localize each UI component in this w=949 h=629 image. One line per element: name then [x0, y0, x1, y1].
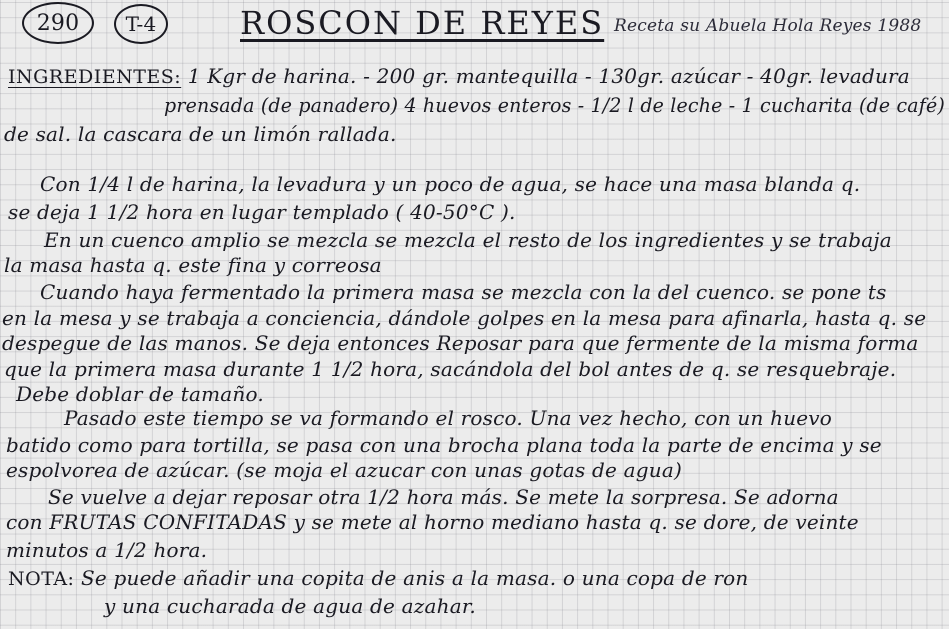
method-line-10: Pasado este tiempo se va formando el rosco. Una vez hecho, con un huevo	[64, 406, 833, 430]
method-line-4: la masa hasta q. este fina y correosa	[4, 253, 382, 277]
recipe-tag-text: T-4	[125, 12, 157, 36]
method-line-5: Cuando haya fermentado la primera masa se mezcla con la del cuenco. se pone ts	[40, 280, 887, 304]
recipe-title: ROSCON DE REYES	[240, 4, 605, 42]
nota-text-1: Se puede añadir una copita de anis a la masa. o una copa de ron	[81, 566, 749, 590]
nota-label: NOTA:	[8, 568, 75, 590]
method-line-7: despegue de las manos. Se deja entonces Reposar para que fermente de la misma forma	[2, 331, 919, 355]
ingredients-line-2: prensada (de panadero) 4 huevos enteros - 1/2 l de leche - 1 cucharita (de café)	[164, 93, 945, 117]
method-line-12: espolvorea de azúcar. (se moja el azucar con unas gotas de agua)	[6, 458, 682, 482]
recipe-tag	[114, 4, 168, 44]
method-line-14: con FRUTAS CONFITADAS y se mete al horno mediano hasta q. se dore, de veinte	[6, 510, 859, 534]
method-line-11: batido como para tortilla, se pasa con una brocha plana toda la parte de encima y se	[6, 433, 882, 457]
recipe-number-text: 290	[36, 10, 80, 36]
method-line-9: Debe doblar de tamaño.	[16, 382, 264, 406]
method-line-1: Con 1/4 l de harina, la levadura y un poco de agua, se hace una masa blanda q.	[40, 172, 861, 196]
method-line-15: minutos a 1/2 hora.	[6, 538, 208, 562]
ingredients-line-1	[8, 64, 910, 89]
method-line-3: En un cuenco amplio se mezcla se mezcla el resto de los ingredientes y se trabaja	[44, 228, 892, 252]
method-line-6: en la mesa y se trabaja a conciencia, dándole golpes en la mesa para afinarla, hasta q. se	[2, 306, 927, 330]
method-line-2: se deja 1 1/2 hora en lugar templado ( 40-50°C ).	[8, 200, 516, 224]
nota-line-2: y una cucharada de agua de azahar.	[104, 594, 476, 618]
recipe-source: Receta su Abuela Hola Reyes 1988	[614, 16, 922, 36]
ingredients-line-3: de sal. la cascara de un limón rallada.	[4, 122, 397, 146]
ingredients-label: INGREDIENTES:	[8, 66, 182, 88]
nota-line-1	[8, 566, 749, 591]
method-line-13: Se vuelve a dejar reposar otra 1/2 hora más. Se mete la sorpresa. Se adorna	[48, 485, 839, 509]
method-line-8: que la primera masa durante 1 1/2 hora, sacándola del bol antes de q. se resquebraje.	[4, 357, 897, 381]
ingredients-text-1: 1 Kgr de harina. - 200 gr. mantequilla - 130gr. azúcar - 40gr. levadura	[187, 64, 910, 88]
recipe-number	[22, 2, 94, 44]
